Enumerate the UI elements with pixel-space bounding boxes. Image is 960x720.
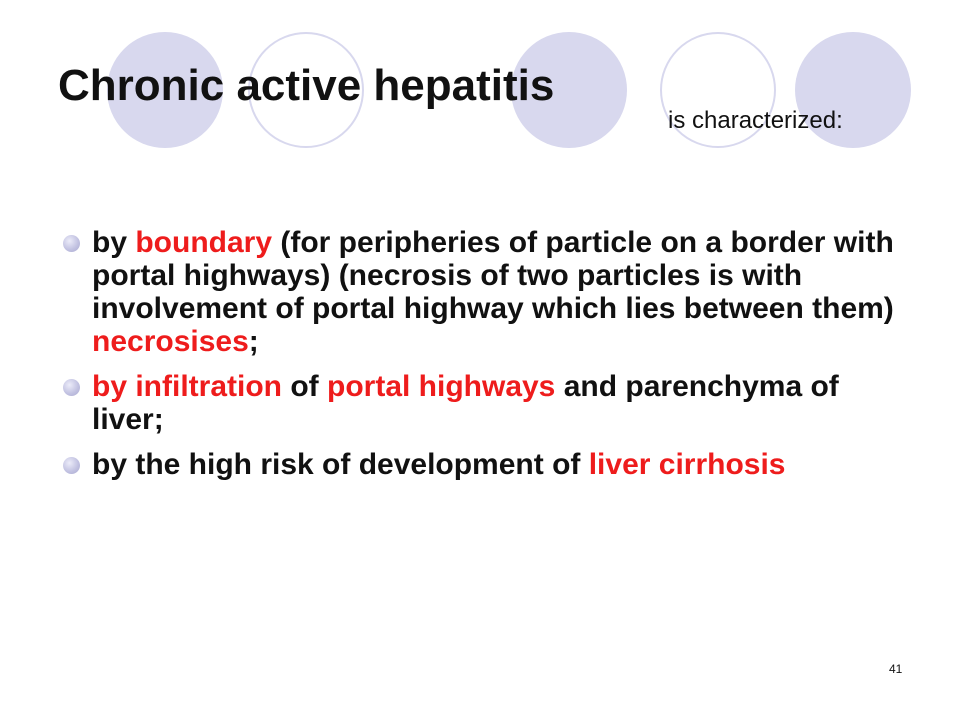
bullet-list	[62, 226, 912, 493]
bullet-item-1	[62, 226, 912, 358]
bullet-2-highlight-2: portal highways	[327, 370, 556, 403]
bullet-dot-icon	[63, 457, 80, 474]
bullet-dot-icon	[63, 235, 80, 252]
bullet-item-2	[62, 370, 912, 436]
slide-title: Chronic active hepatitis	[58, 61, 555, 110]
bullet-2-mid: of	[282, 370, 327, 403]
bullet-1-post: ;	[248, 325, 259, 358]
page-number: 41	[889, 662, 903, 676]
bullet-dot-icon	[63, 379, 80, 396]
slide-subtitle: is characterized:	[668, 107, 843, 134]
bullet-3-pre: by the high risk of development of	[92, 448, 589, 481]
bullet-1-pre: by	[92, 226, 136, 259]
bullet-3-highlight-1: liver cirrhosis	[588, 448, 786, 481]
bullet-1-mid: (for peripheries of particle on a border with portal highways) (necrosis of two particles is with involvement of portal highway which lies between them)	[92, 226, 894, 325]
bullet-1-highlight-2: necrosises	[92, 325, 249, 358]
bullet-1-highlight-1: boundary	[135, 226, 273, 259]
bullet-2-post: and parenchyma of liver;	[92, 370, 839, 436]
bullet-2-highlight-1: by infiltration	[92, 370, 282, 403]
bullet-item-3	[62, 448, 912, 481]
